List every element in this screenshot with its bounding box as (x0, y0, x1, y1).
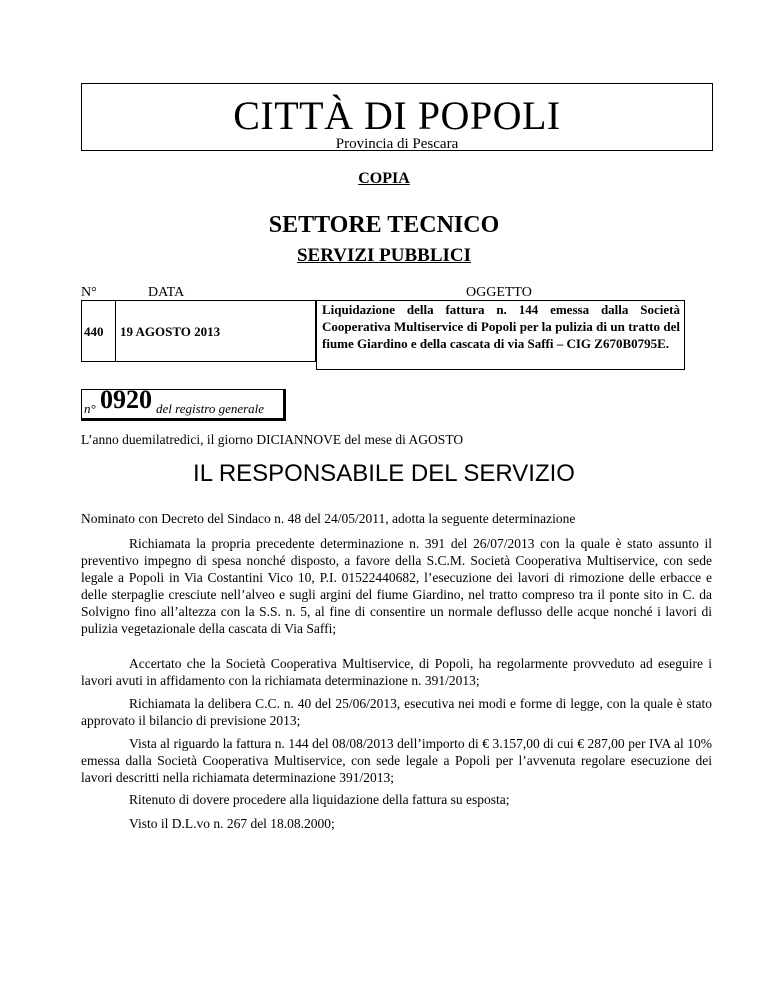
province-subtitle: Provincia di Pescara (335, 136, 459, 152)
paragraph-accertato: Accertato che la Società Cooperativa Multiservice, di Popoli, ha regolarmente provveduto ad eseguire i lavori avuti in affidamento con la richiamata determinazione n. 391/2013; (81, 656, 712, 688)
paragraph-ritenuto: Ritenuto di dovere procedere alla liquidazione della fattura su esposta; (129, 792, 510, 807)
paragraph-vista-fattura: Vista al riguardo la fattura n. 144 del 08/08/2013 dell’importo di € 3.157,00 di cui € 287,00 per IVA al 10% emessa dalla Società Cooperativa Multiservice, con sede legale a Popoli per l’avvenuta regolare esecuzione dei lavori descritti nella richiamata determinazione 391/2013; (81, 736, 712, 785)
numero-value: 440 (84, 324, 104, 339)
copia-label: COPIA (358, 170, 410, 187)
city-title: CITTÀ DI POPOLI (233, 93, 561, 138)
servizi-title: SERVIZI PUBBLICI (296, 245, 472, 266)
registro-suffix: del registro generale (156, 401, 265, 416)
paragraph-richiamata-determinazione: Richiamata la propria precedente determinazione n. 391 del 26/07/2013 con la quale è stato assunto il preventivo impegno di spesa nonché disposto, a favore della S.C.M. Società Cooperativa Multiservice, con sede legale a Popoli in Via Costantini Vico 10, P.I. 01522440682, l’esecuzione dei lavori di rimozione delle erbacce e delle sterpaglie cresciute nell’alveo e sugli argini del fiume Giardino, nel tratto compreso tra il ponte sito in C. da Solvigno fino all’altezza con la S.S. n. 5, al fine di consentire un normale deflusso delle acque nonché i lavori di pulizia vegetazionale della cascata di Via Saffi; (81, 536, 712, 636)
anno-line: L’anno duemilatredici, il giorno DICIANNOVE del mese di AGOSTO (81, 432, 464, 447)
settore-title: SETTORE TECNICO (268, 212, 500, 238)
data-value: 19 AGOSTO 2013 (120, 324, 221, 339)
paragraph-richiamata-delibera: Richiamata la delibera C.C. n. 40 del 25/06/2013, esecutiva nei modi e forme di legge, con la quale è stato approvato il bilancio di previsione 2013; (81, 696, 712, 728)
column-header-data: DATA (148, 285, 185, 300)
paragraph-nominato: Nominato con Decreto del Sindaco n. 48 del 24/05/2011, adotta la seguente determinazione (81, 511, 576, 526)
column-header-oggetto: OGGETTO (466, 285, 532, 300)
registro-prefix: n° (84, 401, 96, 416)
oggetto-value: Liquidazione della fattura n. 144 emessa dalla Società Cooperativa Multiservice di Popoli per la pulizia di un tratto del fiume Giardino e della cascata di via Saffi – CIG Z670B0795E. (322, 302, 680, 351)
column-header-n: N° (81, 285, 97, 300)
paragraph-visto: Visto il D.L.vo n. 267 del 18.08.2000; (129, 816, 335, 831)
responsabile-heading: IL RESPONSABILE DEL SERVIZIO (193, 460, 575, 487)
registro-number: 0920 (100, 385, 152, 414)
header-box (81, 83, 713, 151)
